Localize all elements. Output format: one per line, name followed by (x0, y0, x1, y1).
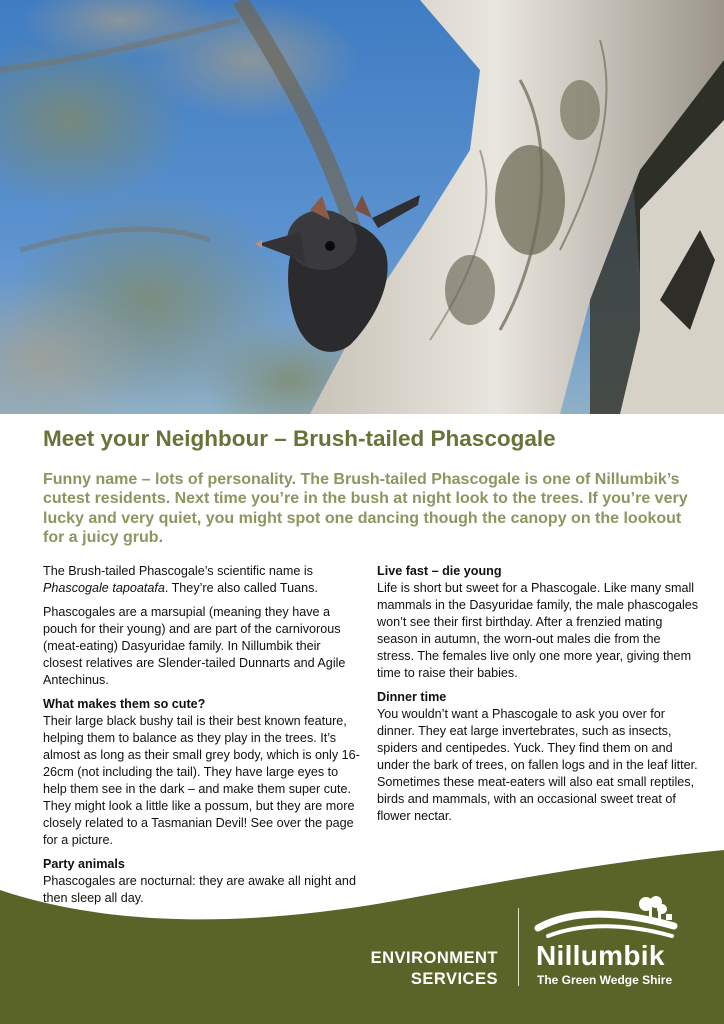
footer-divider (518, 908, 519, 986)
section-text-dinner: You wouldn’t want a Phascogale to ask you over for dinner. They eat large invertebrates, such as insects, spiders and centipedes. Yuck. They find them on and under the bark of trees, on fallen logs and in the leaf litter. Sometimes these meat-eaters will also eat small reptiles, birds and mammals, with an occasional sweet treat of flower nectar. (377, 707, 698, 823)
intro-paragraph: Funny name – lots of personality. The Brush-tailed Phascogale is one of Nillumbik’s cutest residents. Next time you’re in the bush at night look to the trees. If you’re very lucky and very quiet, you might spot one dancing though the canopy on the lookout for a juicy grub. (43, 471, 688, 547)
section-heading-cute: What makes them so cute? (43, 697, 206, 711)
brand-tagline: The Green Wedge Shire (537, 973, 673, 987)
section-heading-live-fast: Live fast – die young (377, 564, 502, 578)
section-heading-dinner: Dinner time (377, 690, 447, 704)
right-column (377, 563, 699, 832)
section-text-party: Phascogales are nocturnal: they are awake all night and then sleep all day. (43, 874, 356, 905)
section-text-live-fast: Life is short but sweet for a Phascogale. Like many small mammals in the Dasyuridae family, the male phascogales won’t see their first birthday. After a frenzied mating season in autumn, the worn-out males die from the stress. The females live only one more year, giving them time to raise their babies. (377, 581, 699, 680)
phascogale-on-tree-image (0, 0, 724, 414)
department-label: ENVIRONMENT SERVICES (370, 949, 498, 988)
scientific-name-paragraph: The Brush-tailed Phascogale’s scientific name is Phascogale tapoatafa. They’re also called Tuans. (43, 564, 318, 595)
hero-photo (0, 0, 724, 414)
page-title: Meet your Neighbour – Brush-tailed Phascogale (43, 426, 556, 451)
section-text-cute: Their large black bushy tail is their best known feature, helping them to balance as they play in the trees. It’s almost as long as their small grey body, which is only 16-26cm (not including the tail). They have large eyes to help them see in the dark – and make them super cute. They might look a little like a possum, but they are more closely related to a Tasmanian Devil! See over the page for a picture. (43, 714, 360, 847)
nillumbik-logo-icon (534, 894, 684, 945)
marsupial-paragraph: Phascogales are a marsupial (meaning they have a pouch for their young) and are part of the carnivorous (meat-eating) Dasyuridae family. In Nillumbik their closest relatives are Slender-tailed Dunnarts and Agile Antechinus. (43, 605, 346, 687)
section-cute (43, 696, 361, 849)
section-dinner (377, 689, 699, 825)
brand-name: Nillumbik (536, 940, 665, 971)
section-heading-party: Party animals (43, 857, 125, 871)
section-live-fast (377, 563, 699, 682)
scientific-name: Phascogale tapoatafa (43, 581, 165, 595)
